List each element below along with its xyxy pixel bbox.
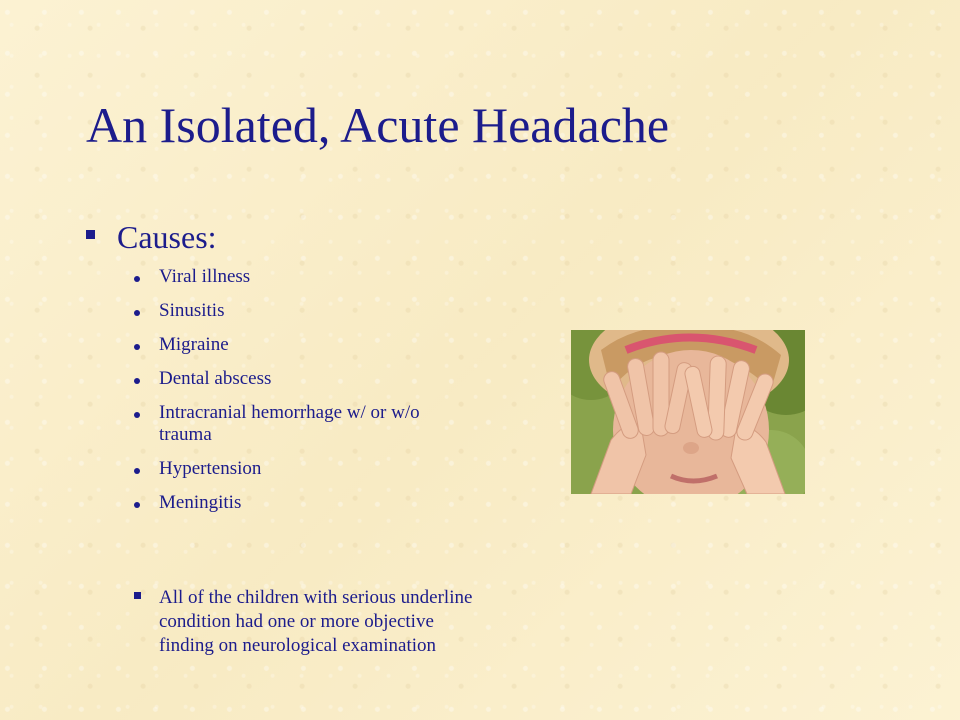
causes-heading: Causes:: [117, 219, 217, 255]
list-item: [134, 492, 474, 514]
cause-text: Meningitis: [159, 492, 242, 513]
causes-heading-row: [86, 218, 217, 256]
list-item: [134, 300, 474, 322]
dot-bullet-icon: [134, 412, 140, 418]
cause-text: Sinusitis: [159, 300, 225, 321]
list-item: [134, 266, 474, 288]
list-item: [134, 402, 474, 446]
list-item: [134, 458, 474, 480]
list-item: [134, 368, 474, 390]
child-covering-face-photo: [571, 330, 805, 494]
cause-text: Hypertension: [159, 458, 262, 479]
slide-title: An Isolated, Acute Headache: [86, 97, 670, 153]
dot-bullet-icon: [134, 310, 140, 316]
cause-text: Viral illness: [159, 266, 251, 287]
dot-bullet-icon: [134, 502, 140, 508]
causes-list: [134, 266, 474, 526]
cause-text: Intracranial hemorrhage w/ or w/o trauma: [159, 402, 420, 445]
exam-note-text: All of the children with serious underline condition had one or more objective finding on neurological examination: [159, 587, 473, 656]
dot-bullet-icon: [134, 378, 140, 384]
exam-note: [134, 586, 474, 658]
square-bullet-icon: [86, 230, 95, 239]
cause-text: Dental abscess: [159, 368, 272, 389]
child-covering-face-illustration: [571, 330, 805, 494]
dot-bullet-icon: [134, 468, 140, 474]
dot-bullet-icon: [134, 276, 140, 282]
dot-bullet-icon: [134, 344, 140, 350]
list-item: [134, 334, 474, 356]
cause-text: Migraine: [159, 334, 229, 355]
square-bullet-icon: [134, 592, 141, 599]
